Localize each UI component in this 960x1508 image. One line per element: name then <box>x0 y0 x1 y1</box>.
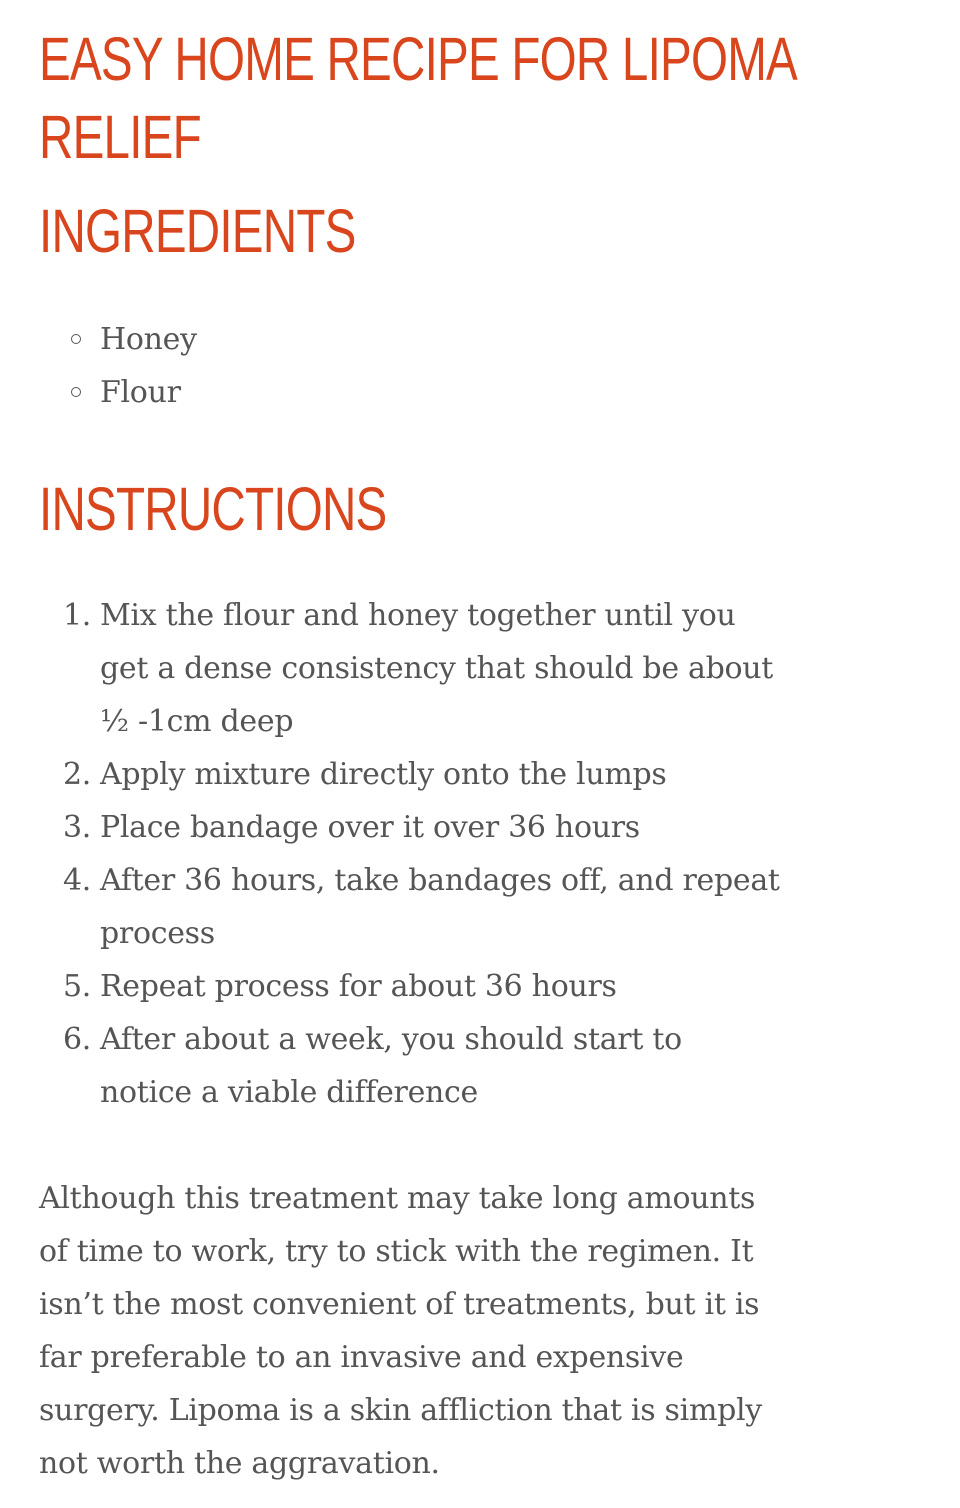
paragraph-line: Although this treatment may take long amounts <box>39 1181 756 1216</box>
step-text: Place bandage over it over 36 hours <box>100 810 640 845</box>
step-number: 2. <box>63 757 92 792</box>
step-text: process <box>100 916 215 951</box>
article-title-line: RELIEF <box>39 103 201 171</box>
paragraph-line: of time to work, try to stick with the regimen. It <box>39 1234 754 1269</box>
paragraph-line: far preferable to an invasive and expensive <box>39 1340 684 1375</box>
instructions-heading: INSTRUCTIONS <box>39 475 387 543</box>
paragraph-line: not worth the aggravation. <box>39 1446 440 1481</box>
step-text: Mix the flour and honey together until you <box>100 598 736 633</box>
ingredient-label: Honey <box>100 322 197 357</box>
step-number: 1. <box>63 598 92 633</box>
article-title <box>39 20 797 176</box>
list-item <box>39 313 197 366</box>
step-text: Apply mixture directly onto the lumps <box>100 757 667 792</box>
step-number: 4. <box>63 863 92 898</box>
step-text: notice a viable difference <box>100 1075 478 1110</box>
step-text: get a dense consistency that should be about <box>100 651 774 686</box>
list-item <box>39 801 799 854</box>
list-item <box>39 960 799 1013</box>
ingredients-list <box>39 313 197 419</box>
instructions-list <box>39 589 799 1119</box>
closing-paragraph <box>39 1172 819 1490</box>
circle-bullet-icon <box>71 334 81 344</box>
circle-bullet-icon <box>71 387 81 397</box>
step-number: 3. <box>63 810 92 845</box>
list-item <box>39 589 799 748</box>
step-text: After about a week, you should start to <box>100 1022 682 1057</box>
step-text: Repeat process for about 36 hours <box>100 969 617 1004</box>
list-item <box>39 748 799 801</box>
step-text: ½ -1cm deep <box>100 704 294 739</box>
list-item <box>39 854 799 960</box>
ingredients-heading: INGREDIENTS <box>39 197 356 265</box>
article-title-line: EASY HOME RECIPE FOR LIPOMA <box>39 25 798 93</box>
step-number: 5. <box>63 969 92 1004</box>
paragraph-line: surgery. Lipoma is a skin affliction that is simply <box>39 1393 762 1428</box>
list-item <box>39 366 197 419</box>
step-number: 6. <box>63 1022 92 1057</box>
step-text: After 36 hours, take bandages off, and repeat <box>100 863 780 898</box>
ingredient-label: Flour <box>100 375 181 410</box>
paragraph-line: isn’t the most convenient of treatments, but it is <box>39 1287 760 1322</box>
list-item <box>39 1013 799 1119</box>
